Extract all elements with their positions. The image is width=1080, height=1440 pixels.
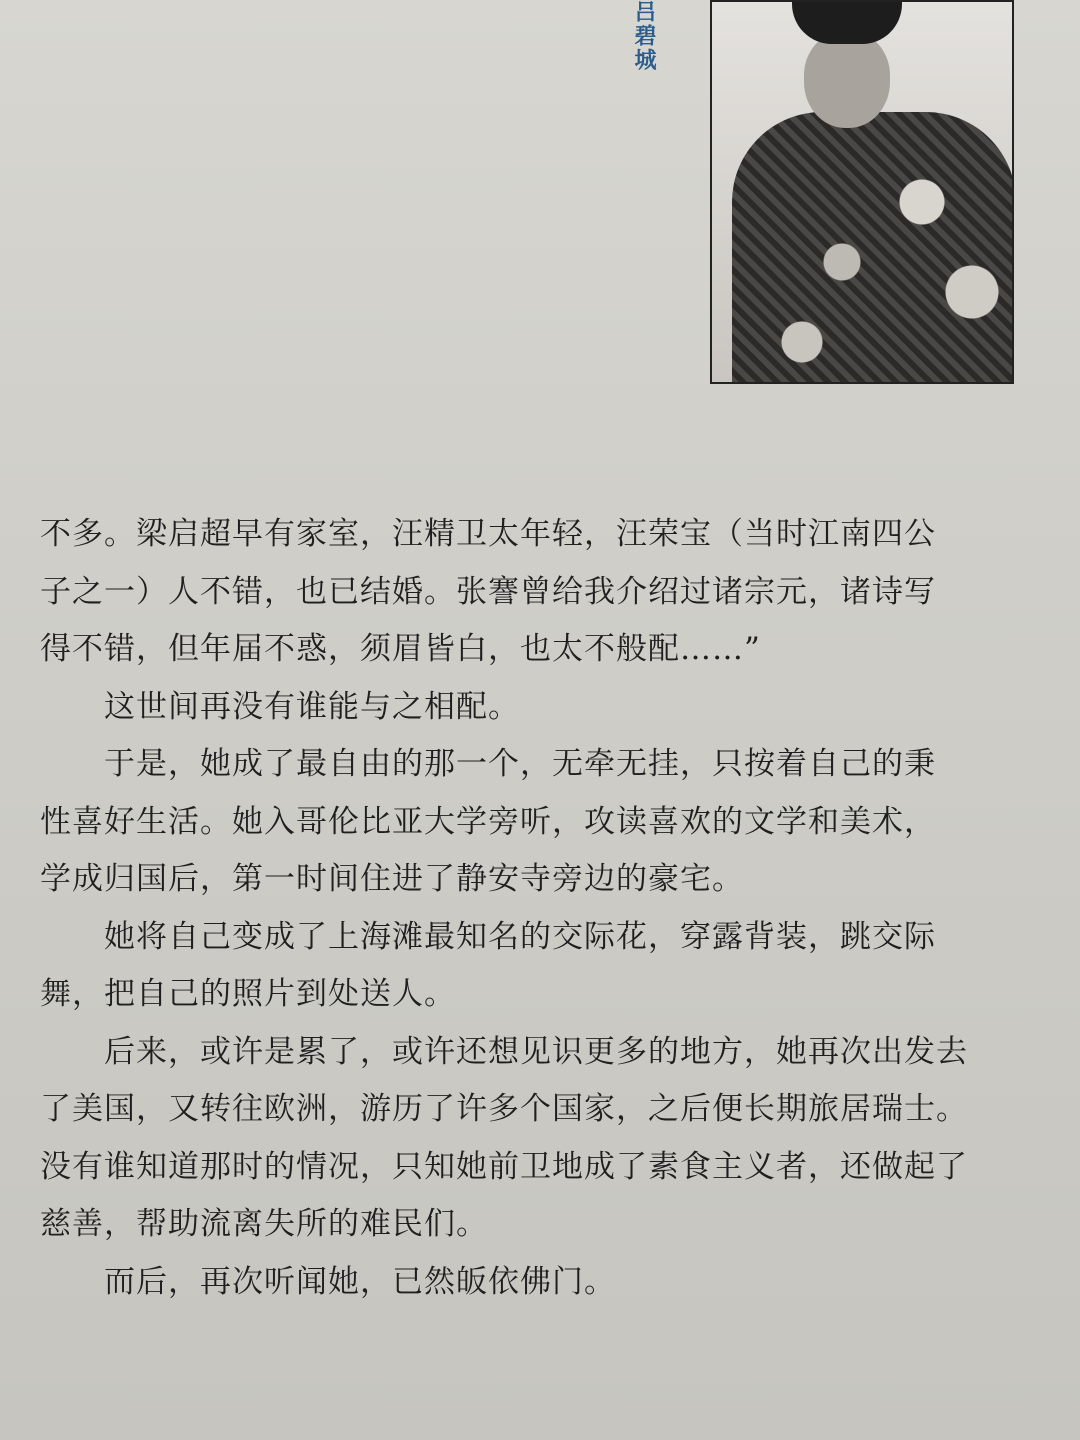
text-line: 性喜好生活。她入哥伦比亚大学旁听，攻读喜欢的文学和美术， bbox=[40, 803, 936, 840]
photo-robe bbox=[732, 112, 1014, 384]
text-line: 得不错，但年届不惑，须眉皆白，也太不般配……” bbox=[40, 631, 761, 667]
text-line: 而后，再次听闻她，已然皈依佛门。 bbox=[104, 1263, 616, 1300]
text-line: 慈善，帮助流离失所的难民们。 bbox=[40, 1206, 488, 1242]
text-line: 了美国，又转往欧洲，游历了许多个国家，之后便长期旅居瑞士。 bbox=[40, 1091, 968, 1127]
text-line: 舞，把自己的照片到处送人。 bbox=[40, 976, 456, 1012]
bleed-through-text bbox=[300, 30, 310, 58]
photo-hair bbox=[792, 2, 902, 44]
text-line: 于是，她成了最自由的那一个，无牵无挂，只按着自己的秉 bbox=[104, 746, 936, 782]
photo-face bbox=[804, 32, 890, 128]
text-line: 后来，或许是累了，或许还想见识更多的地方，她再次出发去 bbox=[104, 1033, 968, 1070]
text-line: 没有谁知道那时的情况，只知她前卫地成了素食主义者，还做起了 bbox=[40, 1148, 968, 1185]
text-line: 这世间再没有谁能与之相配。 bbox=[104, 688, 520, 725]
portrait-photo bbox=[710, 0, 1014, 384]
text-line: 学成归国后，第一时间住进了静安寺旁边的豪宅。 bbox=[40, 861, 744, 897]
photo-caption: 吕碧城 bbox=[631, 0, 656, 72]
text-line: 不多。梁启超早有家室，汪精卫太年轻，汪荣宝（当时江南四公 bbox=[40, 516, 936, 552]
text-line: 子之一）人不错，也已结婚。张謇曾给我介绍过诸宗元，诸诗写 bbox=[40, 573, 936, 610]
text-line: 她将自己变成了上海滩最知名的交际花，穿露背装，跳交际 bbox=[104, 918, 936, 955]
body-text bbox=[40, 506, 1050, 1311]
